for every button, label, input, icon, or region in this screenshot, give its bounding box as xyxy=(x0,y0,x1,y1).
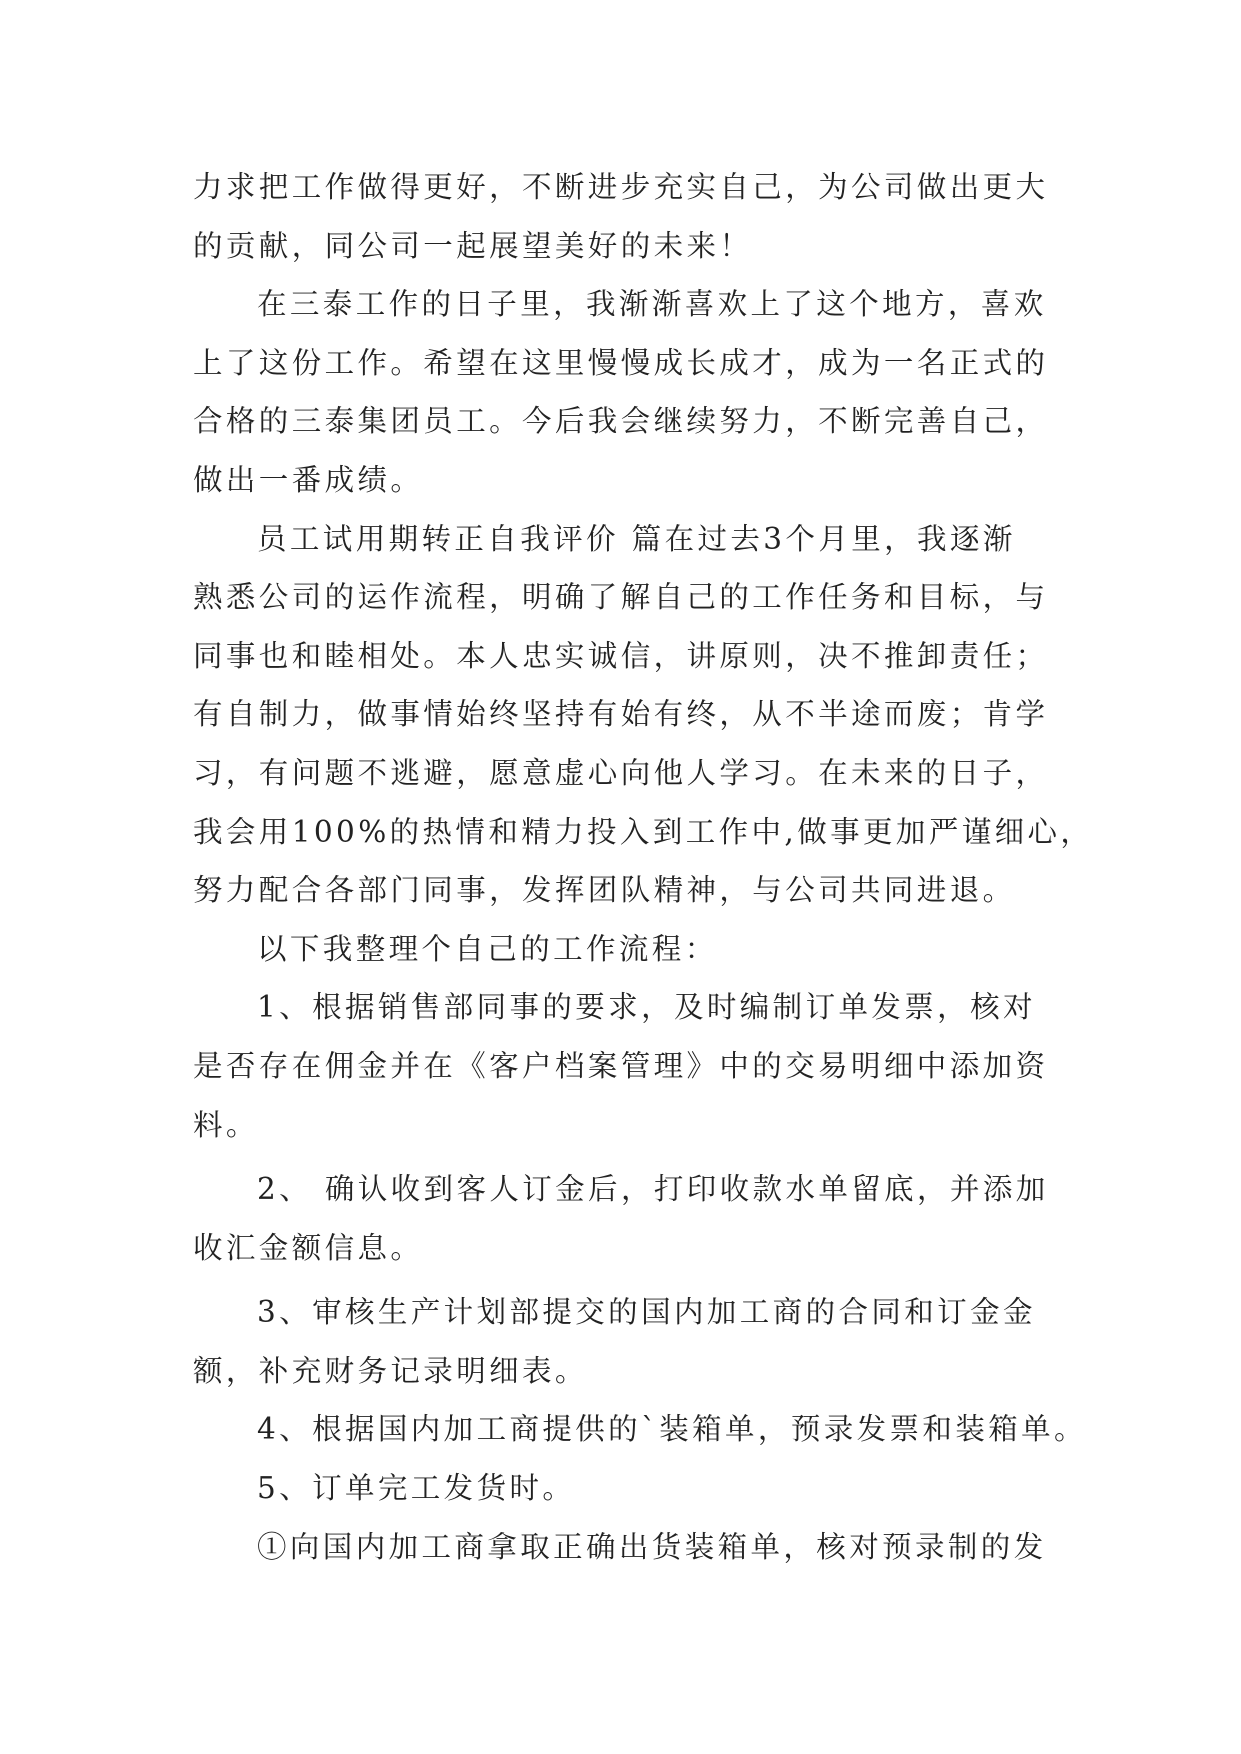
text-line: 同事也和睦相处。本人忠实诚信，讲原则，决不推卸责任； xyxy=(193,638,1049,673)
list-item-line: 4、根据国内加工商提供的`装箱单，预录发票和装箱单。 xyxy=(257,1412,1087,1447)
paragraph-start-line: 在三泰工作的日子里，我渐渐喜欢上了这个地方，喜欢 xyxy=(257,287,1047,322)
text-line: 合格的三泰集团员工。今后我会继续努力，不断完善自己， xyxy=(193,404,1049,439)
text-line: 的贡献，同公司一起展望美好的未来！ xyxy=(193,228,753,263)
text-line: 熟悉公司的运作流程，明确了解自己的工作任务和目标，与 xyxy=(193,580,1049,615)
list-item-line: 3、审核生产计划部提交的国内加工商的合同和订金金 xyxy=(257,1295,1036,1330)
list-item-line: 2、 确认收到客人订金后，打印收款水单留底，并添加 xyxy=(257,1172,1049,1207)
text-line: 料。 xyxy=(193,1107,259,1142)
text-line: 上了这份工作。希望在这里慢慢成长成才，成为一名正式的 xyxy=(193,345,1049,380)
text-line: 我会用100%的热情和精力投入到工作中,做事更加严谨细心， xyxy=(193,814,1094,849)
list-item-line: ①向国内加工商拿取正确出货装箱单，核对预录制的发 xyxy=(257,1529,1047,1564)
paragraph-start-line: 以下我整理个自己的工作流程： xyxy=(257,931,718,966)
text-line: 有自制力，做事情始终坚持有始有终，从不半途而废；肯学 xyxy=(193,697,1049,732)
text-line: 是否存在佣金并在《客户档案管理》中的交易明细中添加资 xyxy=(193,1048,1049,1083)
text-line: 做出一番成绩。 xyxy=(193,462,424,497)
text-line: 力求把工作做得更好，不断进步充实自己，为公司做出更大 xyxy=(193,170,1049,204)
text-line: 额，补充财务记录明细表。 xyxy=(193,1353,588,1388)
text-line: 习，有问题不逃避，愿意虚心向他人学习。在未来的日子， xyxy=(193,755,1049,790)
list-item-line: 5、订单完工发货时。 xyxy=(257,1471,576,1506)
text-line: 收汇金额信息。 xyxy=(193,1230,424,1265)
text-line: 努力配合各部门同事，发挥团队精神，与公司共同进退。 xyxy=(193,873,1016,908)
document-body xyxy=(193,158,1094,1576)
list-item-line: 1、根据销售部同事的要求，及时编制订单发票，核对 xyxy=(257,990,1036,1025)
paragraph-start-line: 员工试用期转正自我评价 篇在过去3个月里，我逐渐 xyxy=(257,521,1016,556)
